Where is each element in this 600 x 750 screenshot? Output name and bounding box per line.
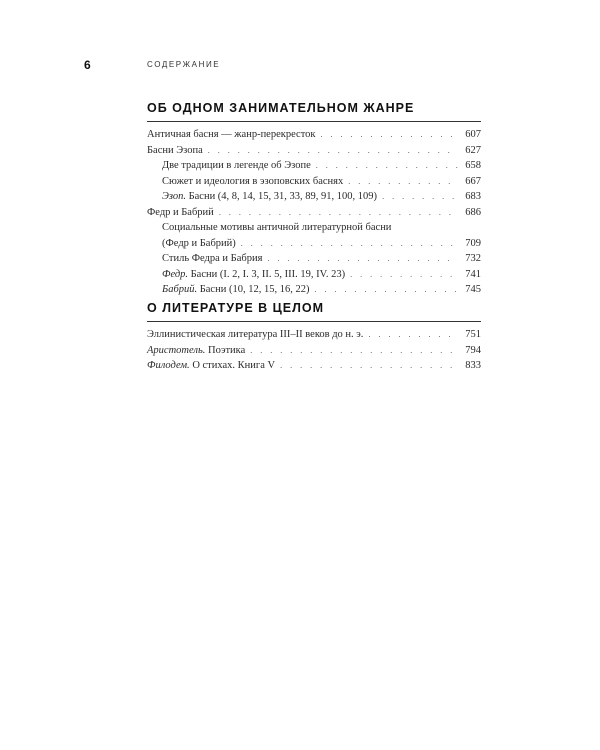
toc-entry-author: Аристотель. [147,344,206,356]
dot-leader [316,158,458,174]
toc-entry-page: 741 [465,268,481,280]
toc-entry-title: Античная басня — жанр-перекресток [147,129,316,140]
dot-leader [267,251,458,267]
toc-entry[interactable] [147,251,481,267]
dot-leader [382,189,458,205]
section-divider [147,121,481,122]
toc-entry-title: Федр и Бабрий [147,206,214,218]
dot-leader [241,236,458,252]
toc-entry-title [147,343,245,359]
toc-entry-page: 751 [465,329,481,340]
toc-entry-page: 607 [465,129,481,140]
dot-leader [314,282,458,298]
toc-entry-title: Эллинистическая литература III–II веков до н. э. [147,329,364,340]
toc-entry-work: Поэтика [205,344,246,356]
toc-entry[interactable] [147,267,481,283]
page-number: 6 [84,58,91,72]
toc-section-literature [147,299,481,374]
toc-entry-work: О стихах. Книга V [189,360,276,371]
toc-entry[interactable] [147,127,481,143]
toc-entry[interactable] [147,189,481,205]
dot-leader [208,143,458,159]
toc-entry-title [162,282,309,298]
toc-entry-work: Басни (10, 12, 15, 16, 22) [197,284,310,295]
toc-entry-page: 709 [465,237,481,249]
toc-entry-page: 686 [465,206,481,218]
toc-entry-author: Бабрий. [162,284,198,295]
toc-entry-work: Басни (I. 2, I. 3, II. 5, III. 19, IV. 23) [188,268,346,280]
toc-entry-title [162,267,345,283]
toc-entry[interactable] [147,358,481,374]
toc-entry-title: (Федр и Бабрий) [162,237,236,249]
toc-entry-page: 627 [465,144,481,156]
toc-entry[interactable] [147,327,481,343]
toc-entry[interactable] [147,343,481,359]
dot-leader [250,343,458,359]
toc-entry-page: 833 [465,360,481,371]
toc-entry[interactable] [147,143,481,159]
toc-entry[interactable] [147,205,481,221]
running-head: СОДЕРЖАНИЕ [147,60,221,69]
toc-entry-page: 732 [465,253,481,264]
dot-leader [368,327,458,343]
toc-entry-title: Стиль Федра и Бабрия [162,253,263,264]
toc-section-fable [147,99,481,298]
section-title: О ЛИТЕРАТУРЕ В ЦЕЛОМ [147,301,325,315]
toc-entry-page: 683 [465,191,481,202]
toc-entry[interactable] [147,220,481,236]
toc-entry[interactable] [147,174,481,190]
section-divider [147,321,481,322]
dot-leader [219,205,458,221]
toc-entry-page: 658 [465,160,481,171]
dot-leader [280,358,458,374]
toc-entry-page: 794 [465,344,481,356]
toc-entry-author: Федр. [162,268,189,280]
toc-entry-title [162,189,377,205]
toc-entry-work: Басни (4, 8, 14, 15, 31, 33, 89, 91, 100, 109) [185,191,378,202]
dot-leader [348,174,458,190]
toc-entry-title: Социальные мотивы античной литературной басни [162,222,392,233]
toc-entry-author: Филодем. [147,360,190,371]
toc-entry-author: Эзоп. [162,191,186,202]
toc-entry[interactable] [147,282,481,298]
toc-entry-page: 745 [465,284,481,295]
toc-entry-title [147,358,275,374]
toc-entry-title: Басни Эзопа [147,144,203,156]
toc-entry[interactable] [147,236,481,252]
dot-leader [321,127,459,143]
dot-leader [350,267,458,283]
toc-entry[interactable] [147,158,481,174]
toc-entry-title: Две традиции в легенде об Эзопе [162,160,311,171]
toc-entry-title: Сюжет и идеология в эзоповских баснях [162,175,344,187]
toc-entry-page: 667 [465,175,481,187]
section-title: ОБ ОДНОМ ЗАНИМАТЕЛЬНОМ ЖАНРЕ [147,101,415,115]
